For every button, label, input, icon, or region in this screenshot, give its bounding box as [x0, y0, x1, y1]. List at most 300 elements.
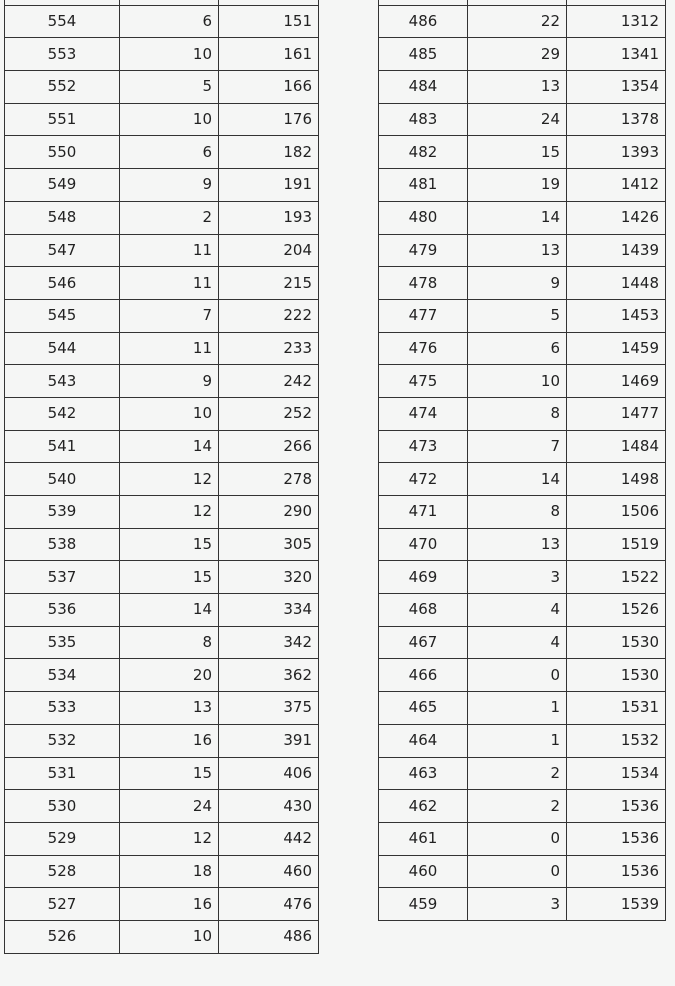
cell-value: 15 — [540, 142, 560, 161]
cumulative-cell — [219, 136, 319, 169]
cell-value: 1526 — [620, 600, 659, 619]
table-row — [5, 201, 319, 234]
cell-value: 480 — [408, 208, 438, 227]
score-cell — [5, 365, 120, 398]
cell-value: 1448 — [620, 273, 659, 292]
cell-value: 14 — [192, 436, 212, 455]
score-cell — [5, 561, 120, 594]
cell-value: 534 — [47, 665, 77, 684]
score-cell — [379, 822, 468, 855]
cell-value: 1498 — [620, 469, 659, 488]
cell-value: 532 — [47, 731, 77, 750]
cell-value: 470 — [408, 535, 438, 554]
count-cell — [468, 757, 567, 790]
cell-value: 13 — [192, 698, 212, 717]
cell-value: 11 — [192, 240, 212, 259]
score-cell — [5, 528, 120, 561]
cell-value: 1534 — [620, 763, 659, 782]
cell-value: 16 — [192, 731, 212, 750]
cell-value: 533 — [47, 698, 77, 717]
cumulative-cell — [219, 38, 319, 71]
cell-value: 12 — [192, 469, 212, 488]
table-row — [5, 267, 319, 300]
cumulative-cell — [219, 201, 319, 234]
table-row — [5, 136, 319, 169]
table-row — [379, 692, 666, 725]
cell-value: 0 — [550, 861, 560, 880]
cell-value: 1 — [550, 698, 560, 717]
cumulative-cell — [567, 38, 666, 71]
cell-value: 1536 — [620, 829, 659, 848]
cumulative-cell — [567, 267, 666, 300]
count-cell — [120, 267, 219, 300]
score-cell — [5, 267, 120, 300]
count-cell — [468, 201, 567, 234]
cell-value: 1506 — [620, 502, 659, 521]
cumulative-cell — [567, 201, 666, 234]
table-row — [379, 169, 666, 202]
cell-value: 1519 — [620, 535, 659, 554]
table-row — [379, 757, 666, 790]
cell-value: 161 — [283, 44, 312, 63]
cumulative-cell — [567, 136, 666, 169]
score-cell — [5, 920, 120, 953]
score-cell — [5, 38, 120, 71]
cell-value: 550 — [47, 142, 77, 161]
cell-value: 8 — [550, 404, 560, 423]
cell-value: 7 — [202, 306, 212, 325]
left-table-body — [5, 0, 319, 953]
table-row — [5, 659, 319, 692]
count-cell — [120, 201, 219, 234]
cell-value: 233 — [283, 338, 312, 357]
cumulative-cell — [219, 430, 319, 463]
score-cell — [5, 463, 120, 496]
cell-value: 9 — [202, 175, 212, 194]
left-score-table — [4, 0, 319, 954]
cell-value: 478 — [408, 273, 438, 292]
score-cell — [379, 692, 468, 725]
count-cell — [120, 234, 219, 267]
cell-value: 6 — [202, 142, 212, 161]
cell-value: 290 — [283, 502, 312, 521]
cumulative-cell — [219, 561, 319, 594]
cell-value: 543 — [47, 371, 77, 390]
cell-value: 151 — [283, 12, 312, 31]
table-row — [379, 332, 666, 365]
count-cell — [120, 757, 219, 790]
score-cell — [5, 71, 120, 104]
cell-value: 266 — [283, 436, 312, 455]
score-cell — [5, 790, 120, 823]
score-cell — [379, 201, 468, 234]
cumulative-cell — [567, 757, 666, 790]
cell-value: 204 — [283, 240, 312, 259]
cell-value: 551 — [47, 110, 77, 129]
cell-value: 1378 — [620, 110, 659, 129]
count-cell — [468, 365, 567, 398]
cumulative-cell — [219, 71, 319, 104]
count-cell — [468, 626, 567, 659]
score-cell — [5, 757, 120, 790]
cell-value: 464 — [408, 731, 438, 750]
count-cell — [120, 659, 219, 692]
cumulative-cell — [219, 496, 319, 529]
score-cell — [5, 103, 120, 136]
cell-value: 24 — [192, 796, 212, 815]
cell-value: 462 — [408, 796, 438, 815]
table-row — [379, 496, 666, 529]
cell-value: 1532 — [620, 731, 659, 750]
cumulative-cell — [567, 234, 666, 267]
cell-value: 473 — [408, 436, 438, 455]
count-cell — [468, 692, 567, 725]
count-cell — [468, 659, 567, 692]
cell-value: 1539 — [620, 894, 659, 913]
table-row — [379, 626, 666, 659]
cumulative-cell — [219, 169, 319, 202]
score-cell — [379, 659, 468, 692]
cell-value: 222 — [283, 306, 312, 325]
table-row — [379, 397, 666, 430]
cell-value: 1530 — [620, 633, 659, 652]
table-row — [5, 855, 319, 888]
score-cell — [5, 496, 120, 529]
score-cell — [379, 365, 468, 398]
cell-value: 1312 — [620, 12, 659, 31]
cell-value: 471 — [408, 502, 438, 521]
count-cell — [468, 790, 567, 823]
cell-value: 486 — [283, 927, 312, 946]
cumulative-cell — [567, 855, 666, 888]
cell-value: 483 — [408, 110, 438, 129]
cell-value: 553 — [47, 44, 77, 63]
cumulative-cell — [219, 463, 319, 496]
table-row — [379, 822, 666, 855]
cell-value: 3 — [550, 567, 560, 586]
count-cell — [120, 397, 219, 430]
cell-value: 22 — [540, 12, 560, 31]
table-row — [5, 332, 319, 365]
cell-value: 242 — [283, 371, 312, 390]
cell-value: 334 — [283, 600, 312, 619]
cell-value: 541 — [47, 436, 77, 455]
cell-value: 554 — [47, 12, 77, 31]
table-row — [5, 430, 319, 463]
cell-value: 252 — [283, 404, 312, 423]
cell-value: 2 — [550, 763, 560, 782]
cell-value: 15 — [192, 763, 212, 782]
score-cell — [5, 430, 120, 463]
count-cell — [468, 724, 567, 757]
cell-value: 549 — [47, 175, 77, 194]
cell-value: 191 — [283, 175, 312, 194]
cell-value: 1522 — [620, 567, 659, 586]
cell-value: 342 — [283, 633, 312, 652]
cell-value: 0 — [550, 829, 560, 848]
cumulative-cell — [567, 5, 666, 38]
cell-value: 466 — [408, 665, 438, 684]
count-cell — [468, 397, 567, 430]
table-row — [379, 267, 666, 300]
cell-value: 278 — [283, 469, 312, 488]
cell-value: 1459 — [620, 338, 659, 357]
cell-value: 1469 — [620, 371, 659, 390]
cumulative-cell — [219, 790, 319, 823]
table-row — [5, 692, 319, 725]
count-cell — [120, 299, 219, 332]
cell-value: 12 — [192, 829, 212, 848]
count-cell — [468, 561, 567, 594]
cell-value: 3 — [550, 894, 560, 913]
score-cell — [5, 855, 120, 888]
cell-value: 472 — [408, 469, 438, 488]
score-cell — [5, 724, 120, 757]
cell-value: 477 — [408, 306, 438, 325]
cell-value: 552 — [47, 77, 77, 96]
count-cell — [120, 463, 219, 496]
count-cell — [120, 103, 219, 136]
cell-value: 13 — [540, 240, 560, 259]
cell-value: 15 — [192, 567, 212, 586]
cumulative-cell — [567, 430, 666, 463]
table-row — [379, 234, 666, 267]
cell-value: 1412 — [620, 175, 659, 194]
cell-value: 6 — [550, 338, 560, 357]
cell-value: 474 — [408, 404, 438, 423]
score-cell — [379, 169, 468, 202]
count-cell — [120, 790, 219, 823]
table-row — [5, 169, 319, 202]
cell-value: 10 — [540, 371, 560, 390]
cell-value: 320 — [283, 567, 312, 586]
count-cell — [120, 855, 219, 888]
cell-value: 463 — [408, 763, 438, 782]
cell-value: 442 — [283, 829, 312, 848]
count-cell — [468, 332, 567, 365]
cell-value: 481 — [408, 175, 438, 194]
cell-value: 14 — [540, 469, 560, 488]
count-cell — [120, 430, 219, 463]
cumulative-cell — [219, 528, 319, 561]
cell-value: 485 — [408, 44, 438, 63]
score-cell — [379, 594, 468, 627]
score-cell — [379, 790, 468, 823]
cumulative-cell — [219, 332, 319, 365]
table-row — [5, 790, 319, 823]
table-row — [5, 724, 319, 757]
table-row — [5, 365, 319, 398]
cell-value: 1531 — [620, 698, 659, 717]
cell-value: 465 — [408, 698, 438, 717]
cell-value: 20 — [192, 665, 212, 684]
cell-value: 459 — [408, 894, 438, 913]
count-cell — [120, 136, 219, 169]
cell-value: 15 — [192, 535, 212, 554]
cell-value: 546 — [47, 273, 77, 292]
cell-value: 484 — [408, 77, 438, 96]
table-row — [379, 790, 666, 823]
cell-value: 1530 — [620, 665, 659, 684]
count-cell — [120, 822, 219, 855]
cumulative-cell — [567, 790, 666, 823]
cumulative-cell — [567, 626, 666, 659]
cell-value: 9 — [202, 371, 212, 390]
count-cell — [468, 528, 567, 561]
score-cell — [379, 496, 468, 529]
count-cell — [468, 888, 567, 921]
cumulative-cell — [219, 724, 319, 757]
cell-value: 10 — [192, 110, 212, 129]
cumulative-cell — [567, 463, 666, 496]
cell-value: 24 — [540, 110, 560, 129]
table-row — [379, 528, 666, 561]
table-row — [5, 920, 319, 953]
cell-value: 5 — [550, 306, 560, 325]
table-row — [5, 528, 319, 561]
cell-value: 11 — [192, 338, 212, 357]
cell-value: 545 — [47, 306, 77, 325]
cell-value: 10 — [192, 44, 212, 63]
cumulative-cell — [219, 757, 319, 790]
cumulative-cell — [219, 692, 319, 725]
count-cell — [468, 234, 567, 267]
cumulative-cell — [219, 234, 319, 267]
score-cell — [5, 594, 120, 627]
count-cell — [120, 920, 219, 953]
table-row — [379, 724, 666, 757]
count-cell — [468, 169, 567, 202]
count-cell — [120, 496, 219, 529]
score-cell — [379, 136, 468, 169]
score-cell — [5, 5, 120, 38]
cell-value: 215 — [283, 273, 312, 292]
cell-value: 1426 — [620, 208, 659, 227]
count-cell — [120, 594, 219, 627]
cumulative-cell — [567, 332, 666, 365]
cell-value: 391 — [283, 731, 312, 750]
cumulative-cell — [219, 822, 319, 855]
cumulative-cell — [567, 888, 666, 921]
score-cell — [5, 136, 120, 169]
cell-value: 5 — [202, 77, 212, 96]
cell-value: 540 — [47, 469, 77, 488]
cell-value: 482 — [408, 142, 438, 161]
cell-value: 467 — [408, 633, 438, 652]
table-row — [5, 71, 319, 104]
cell-value: 305 — [283, 535, 312, 554]
score-cell — [379, 757, 468, 790]
cell-value: 10 — [192, 404, 212, 423]
cumulative-cell — [219, 855, 319, 888]
count-cell — [468, 496, 567, 529]
score-cell — [379, 103, 468, 136]
count-cell — [468, 38, 567, 71]
cell-value: 548 — [47, 208, 77, 227]
cumulative-cell — [567, 71, 666, 104]
cell-value: 430 — [283, 796, 312, 815]
table-row — [5, 463, 319, 496]
cell-value: 479 — [408, 240, 438, 259]
cell-value: 537 — [47, 567, 77, 586]
cell-value: 4 — [550, 600, 560, 619]
cell-value: 460 — [408, 861, 438, 880]
score-cell — [379, 561, 468, 594]
cumulative-cell — [219, 888, 319, 921]
cell-value: 542 — [47, 404, 77, 423]
score-cell — [379, 71, 468, 104]
cell-value: 527 — [47, 894, 77, 913]
cumulative-cell — [219, 299, 319, 332]
count-cell — [120, 332, 219, 365]
score-cell — [379, 430, 468, 463]
cell-value: 14 — [192, 600, 212, 619]
count-cell — [468, 822, 567, 855]
count-cell — [468, 463, 567, 496]
table-row — [379, 430, 666, 463]
count-cell — [468, 594, 567, 627]
cell-value: 461 — [408, 829, 438, 848]
cell-value: 0 — [550, 665, 560, 684]
right-score-table — [378, 0, 666, 921]
cumulative-cell — [219, 659, 319, 692]
cumulative-cell — [219, 626, 319, 659]
score-cell — [379, 397, 468, 430]
cell-value: 11 — [192, 273, 212, 292]
cell-value: 9 — [550, 273, 560, 292]
table-row — [379, 5, 666, 38]
cell-value: 1536 — [620, 861, 659, 880]
score-cell — [5, 822, 120, 855]
table-row — [379, 136, 666, 169]
cumulative-cell — [219, 5, 319, 38]
cell-value: 531 — [47, 763, 77, 782]
score-cell — [5, 201, 120, 234]
table-row — [5, 757, 319, 790]
count-cell — [120, 71, 219, 104]
table-row — [5, 103, 319, 136]
cell-value: 193 — [283, 208, 312, 227]
cell-value: 535 — [47, 633, 77, 652]
count-cell — [468, 5, 567, 38]
cumulative-cell — [219, 397, 319, 430]
score-cell — [379, 5, 468, 38]
table-row — [379, 855, 666, 888]
cumulative-cell — [567, 103, 666, 136]
table-row — [379, 103, 666, 136]
cell-value: 538 — [47, 535, 77, 554]
score-cell — [379, 888, 468, 921]
cell-value: 526 — [47, 927, 77, 946]
count-cell — [120, 724, 219, 757]
cell-value: 6 — [202, 12, 212, 31]
table-row — [5, 888, 319, 921]
score-cell — [5, 397, 120, 430]
score-cell — [379, 626, 468, 659]
count-cell — [120, 626, 219, 659]
cumulative-cell — [219, 920, 319, 953]
cell-value: 476 — [283, 894, 312, 913]
score-cell — [379, 855, 468, 888]
cumulative-cell — [567, 659, 666, 692]
cumulative-cell — [567, 594, 666, 627]
score-cell — [379, 234, 468, 267]
cell-value: 2 — [550, 796, 560, 815]
cell-value: 1393 — [620, 142, 659, 161]
cell-value: 13 — [540, 77, 560, 96]
table-row — [5, 822, 319, 855]
table-row — [379, 463, 666, 496]
